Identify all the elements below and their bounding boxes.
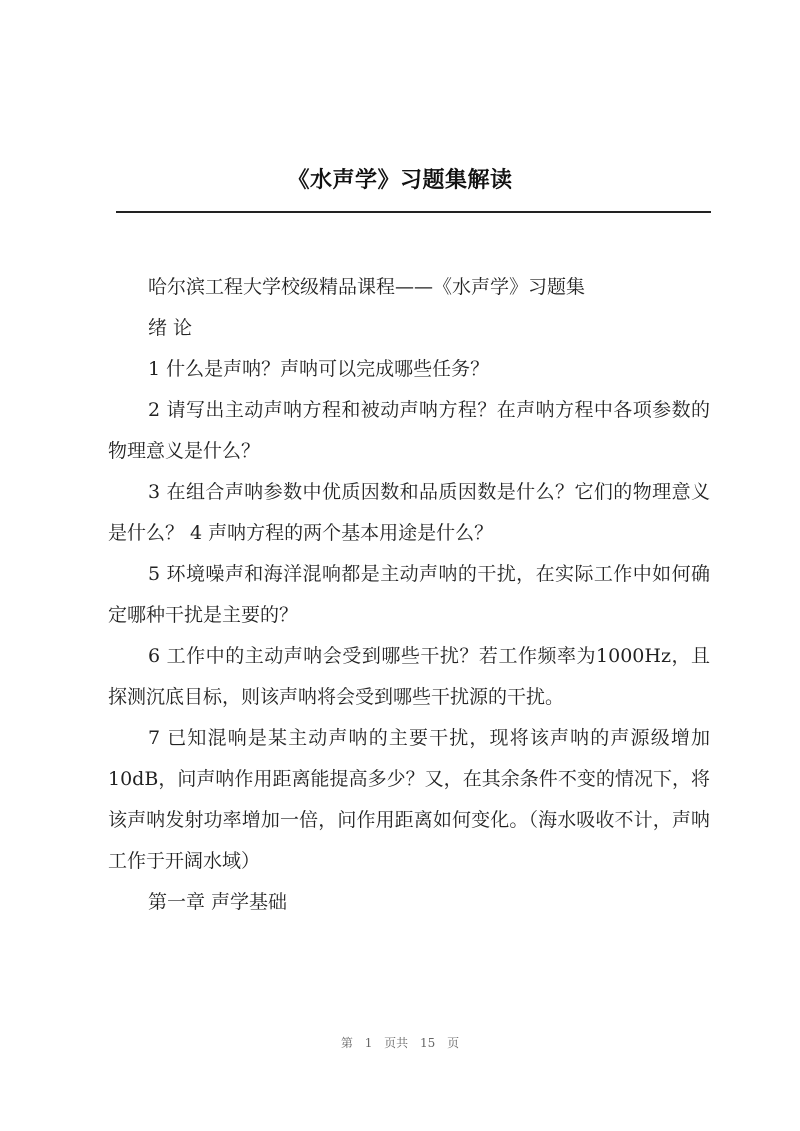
- title-divider: [116, 211, 711, 213]
- course-heading: 哈尔滨工程大学校级精品课程——《水声学》习题集: [148, 276, 586, 298]
- question-5: 5 环境噪声和海洋混响都是主动声呐的干扰，在实际工作中如何确定哪种干扰是主要的？: [108, 563, 710, 626]
- page-footer: 第 1 页共 15 页: [340, 1036, 460, 1050]
- section-heading-introduction: 绪 论: [148, 317, 193, 339]
- chapter-1-heading: 第一章 声学基础: [148, 891, 288, 913]
- question-3-4: 3 在组合声呐参数中优质因数和品质因数是什么？它们的物理意义是什么？ 4 声呐方程的两个基本用途是什么？: [108, 481, 710, 544]
- question-2: 2 请写出主动声呐方程和被动声呐方程？在声呐方程中各项参数的物理意义是什么？: [108, 399, 710, 462]
- question-7: 7 已知混响是某主动声呐的主要干扰，现将该声呐的声源级增加 10dB，问声呐作用距离能提高多少？又，在其余条件不变的情况下，将该声呐发射功率增加一倍，问作用距离如何变化。（海水吸收不计，声呐工作于开阔水域）: [108, 727, 710, 872]
- document-body: [108, 267, 710, 923]
- page-title: 《水声学》习题集解读: [287, 168, 513, 193]
- question-1: 1 什么是声呐？声呐可以完成哪些任务？: [148, 358, 490, 380]
- question-6: 6 工作中的主动声呐会受到哪些干扰？若工作频率为1000Hz，且探测沉底目标，则该声呐将会受到哪些干扰源的干扰。: [108, 645, 711, 708]
